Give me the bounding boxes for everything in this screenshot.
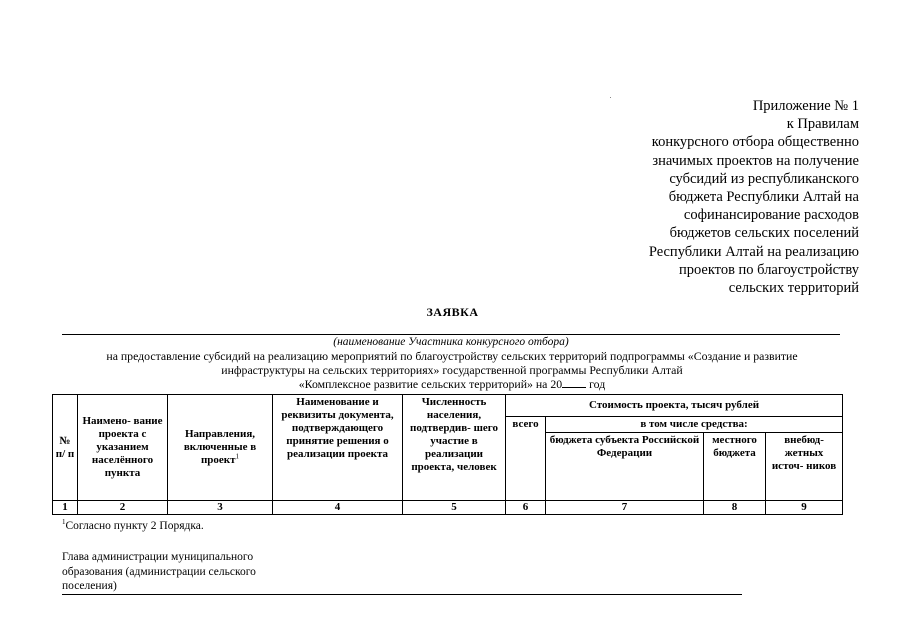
purpose-line-year-word: год [589,377,606,391]
header-total: всего [506,417,546,501]
signature-line: поселения) [62,580,117,592]
footnote-text: Согласно пункту 2 Порядка. [65,520,204,532]
appendix-line: субсидий из республиканского [669,170,859,187]
appendix-block [649,97,859,297]
purpose-line: инфраструктуры на сельских территориях» государственной программы Республики Алтай [221,362,683,377]
application-table [52,394,843,515]
footnote-mark: 1 [62,518,66,527]
appendix-line: бюджета Республики Алтай на [668,189,859,206]
appendix-line: сельских территорий [728,280,859,297]
header-directions-text: Направления, включенные в проект [183,428,257,466]
purpose-line-text: «Комплексное развитие сельских территорий» на 20 [298,377,563,391]
footnote [62,520,204,532]
appendix-line: к Правилам [786,116,859,133]
appendix-line: Приложение № 1 [752,98,859,114]
appendix-line: проектов по благоустройству [678,261,859,278]
footnote-mark: 1 [235,452,240,461]
participant-caption: (наименование Участника конкурсного отбора) [333,336,569,348]
column-number: 9 [766,501,843,515]
year-blank [562,377,586,388]
appendix-line: конкурсного отбора общественно [651,134,859,151]
participant-underline [62,334,840,335]
signature-line: образования (администрации сельского [62,565,256,578]
column-number: 8 [704,501,766,515]
column-number: 7 [546,501,704,515]
signature-block [62,550,256,594]
header-number: № п/ п [53,395,78,501]
purpose-text [52,350,852,392]
scan-speck [610,97,611,98]
appendix-line: софинансирование расходов [683,207,859,224]
appendix-line: Республики Алтай на реализацию [648,243,859,260]
header-regional-budget: бюджета субъекта Российской Федерации [546,433,704,501]
column-number: 4 [273,501,403,515]
appendix-line: значимых проектов на получение [652,152,859,169]
purpose-line: на предоставление субсидий на реализацию мероприятий по благоустройству сельских территорий подпрограммы «Создание и развитие [106,349,798,363]
header-document: Наименование и реквизиты документа, подтверждающего принятие решения о реализации проекта [273,395,403,501]
signature-line: Глава администрации муниципального [62,551,254,563]
column-number: 1 [53,501,78,515]
header-including: в том числе средства: [546,417,843,433]
header-project-name: Наимено- вание проекта с указанием населённого пункта [78,395,168,501]
header-directions [168,395,273,501]
header-cost-group: Стоимость проекта, тысяч рублей [506,395,843,417]
header-local-budget: местного бюджета [704,433,766,501]
signature-underline [62,594,742,595]
header-population: Численность населения, подтвердив- шего участие в реализации проекта, человек [403,395,506,501]
column-number: 6 [506,501,546,515]
purpose-line-year [52,377,852,392]
column-number: 3 [168,501,273,515]
column-number: 2 [78,501,168,515]
document-title: ЗАЯВКА [426,305,479,319]
appendix-line: бюджетов сельских поселений [669,225,859,242]
header-extra-budget: внебюд- жетных источ- ников [766,433,843,501]
column-number: 5 [403,501,506,515]
